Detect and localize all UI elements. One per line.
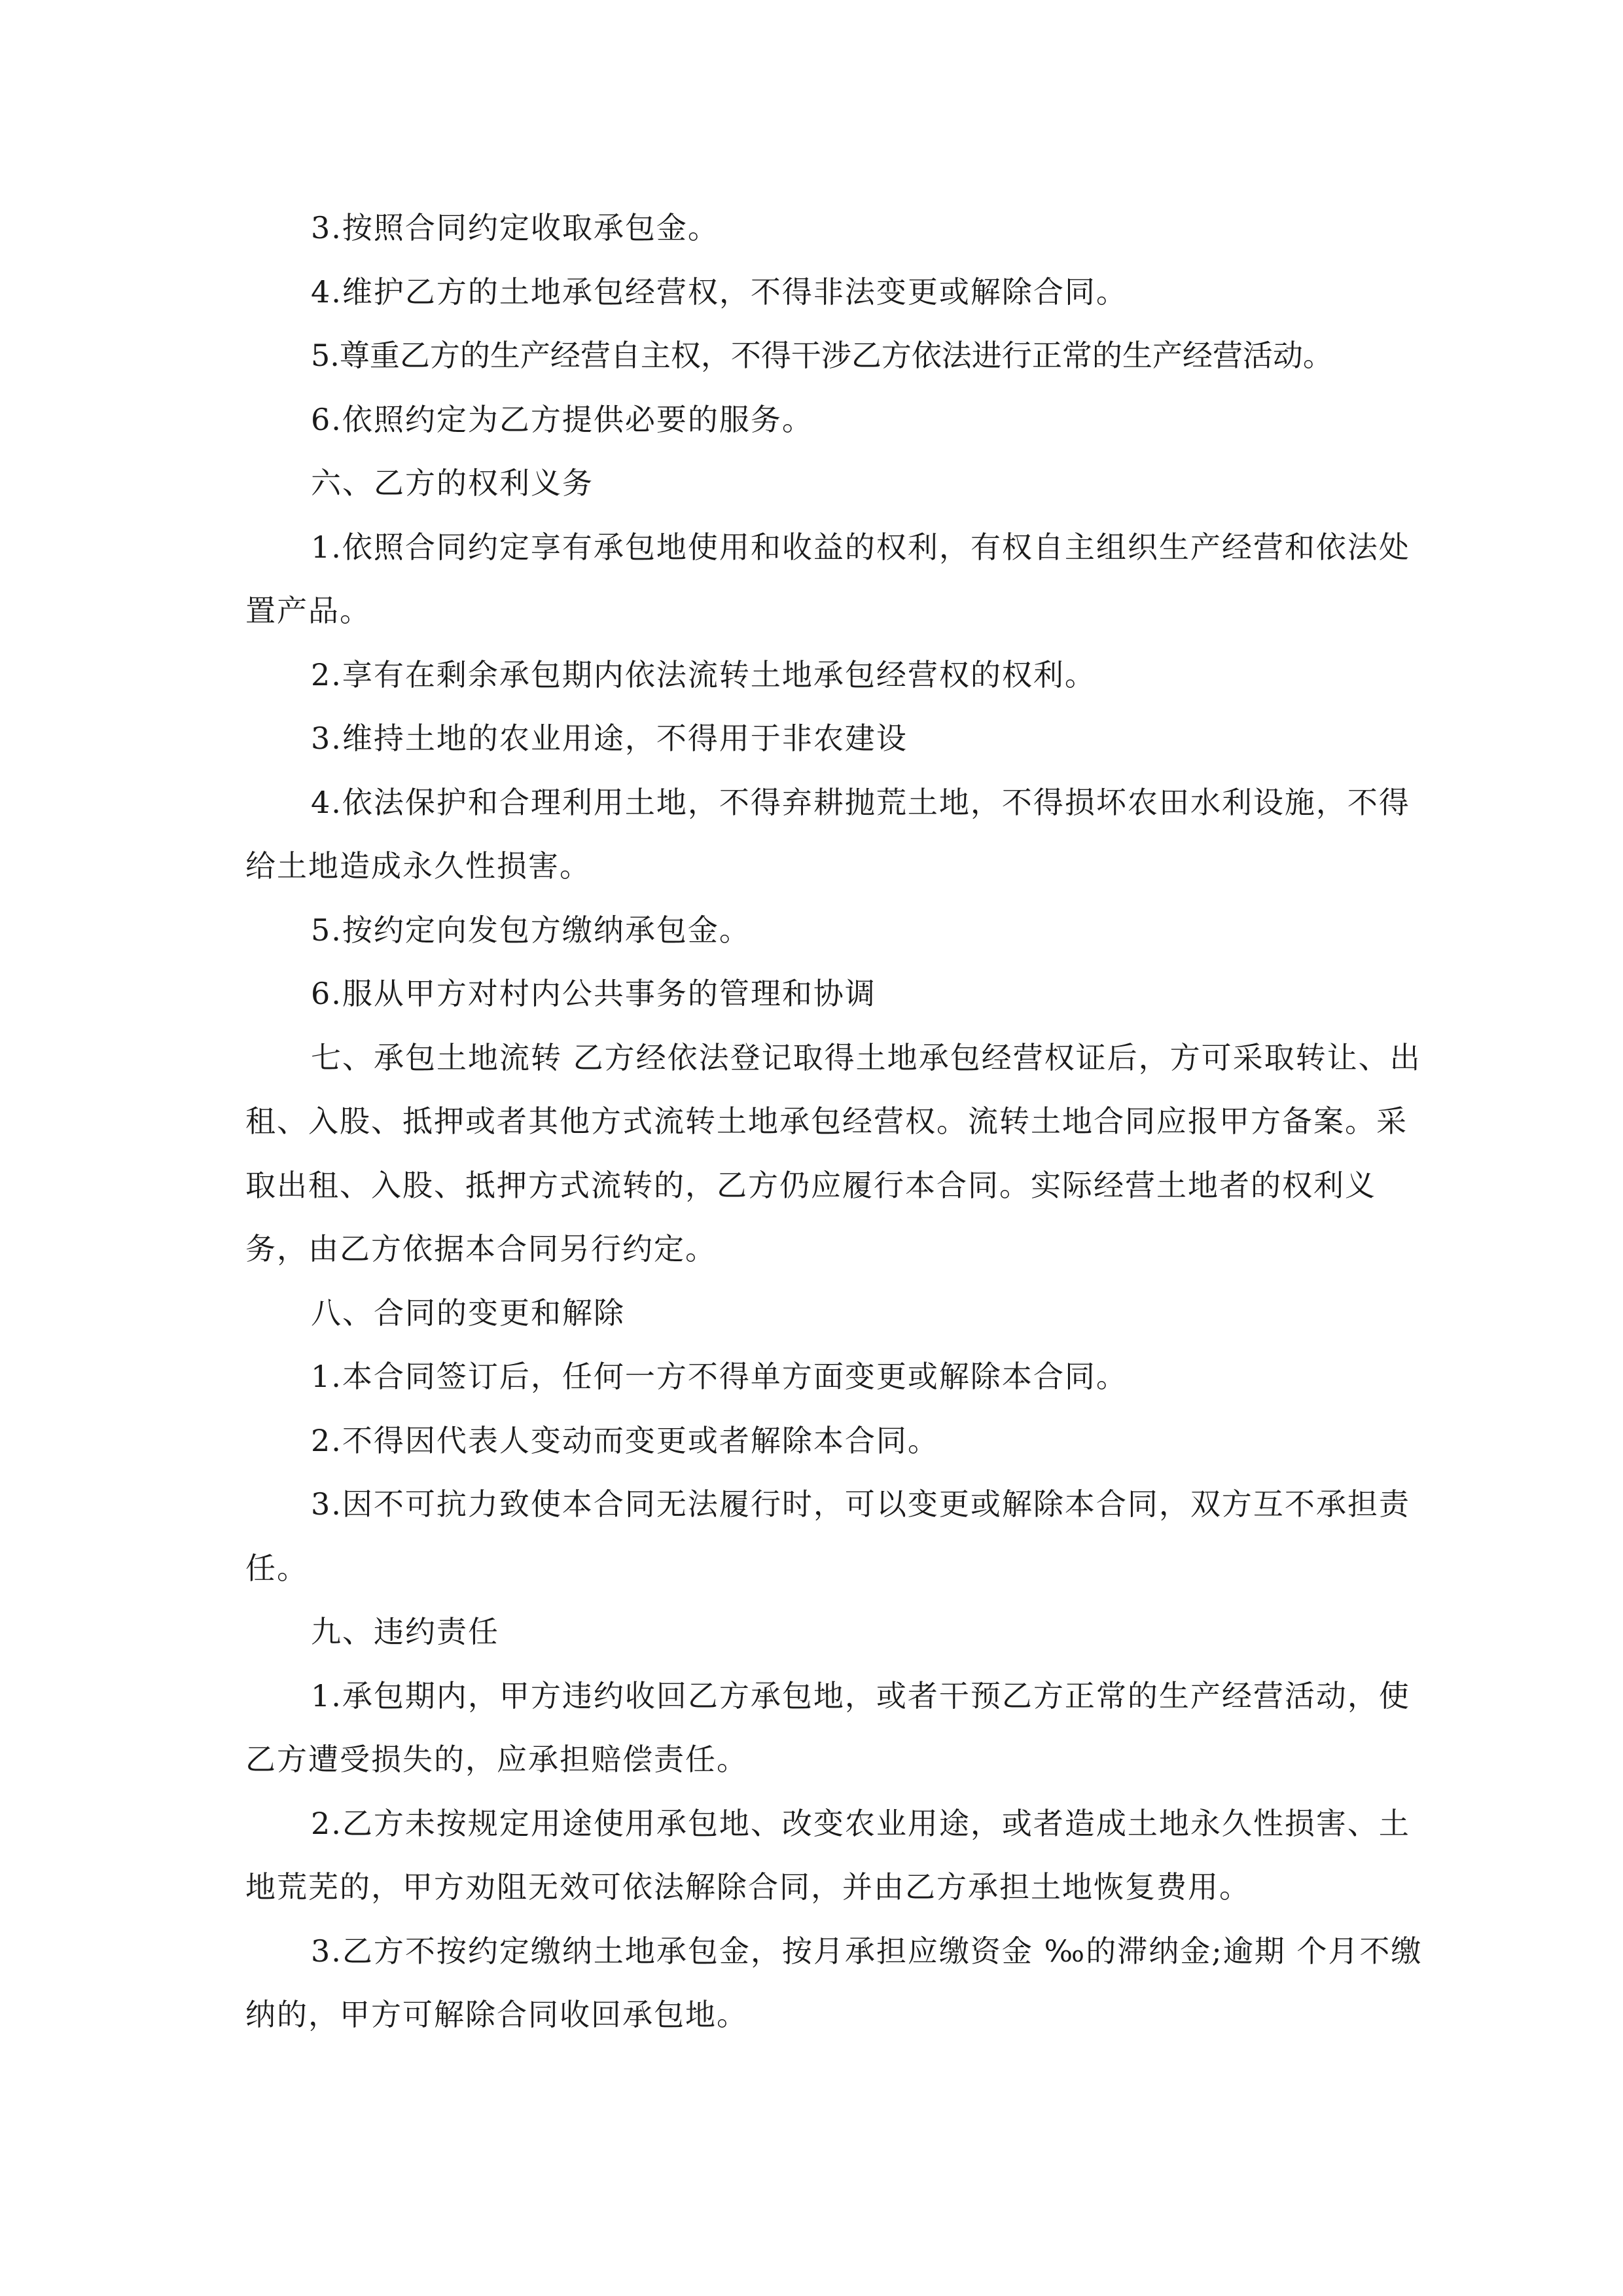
section-paragraph: 七、承包土地流转 乙方经依法登记取得土地承包经营权证后，方可采取转让、出租、入股、抵押或者其他方式流转土地承包经营权。流转土地合同应报甲方备案。采取出租、入股、抵押方式流转的，乙方仍应履行本合同。实际经营土地者的权利义务，由乙方依据本合同另行约定。 bbox=[245, 1039, 1421, 1266]
document-body bbox=[245, 196, 1430, 2047]
paragraph: 3.按照合同约定收取承包金。 bbox=[311, 210, 719, 245]
paragraph: 2.享有在剩余承包期内依法流转土地承包经营权的权利。 bbox=[311, 656, 1096, 692]
paragraph: 3.乙方不按约定缴纳土地承包金，按月承担应缴资金 ‰的滞纳金;逾期 个月不缴纳的，甲方可解除合同收回承包地。 bbox=[245, 1933, 1423, 2032]
paragraph: 2.不得因代表人变动而变更或者解除本合同。 bbox=[311, 1422, 939, 1458]
paragraph: 1.承包期内，甲方违约收回乙方承包地，或者干预乙方正常的生产经营活动，使乙方遭受损失的，应承担赔偿责任。 bbox=[245, 1677, 1410, 1777]
section-heading: 九、违约责任 bbox=[311, 1614, 499, 1649]
paragraph: 1.依照合同约定享有承包地使用和收益的权利，有权自主组织生产经营和依法处置产品。 bbox=[245, 529, 1410, 628]
paragraph: 6.依照约定为乙方提供必要的服务。 bbox=[311, 401, 813, 437]
paragraph: 2.乙方未按规定用途使用承包地、改变农业用途，或者造成土地永久性损害、土地荒芜的，甲方劝阻无效可依法解除合同，并由乙方承担土地恢复费用。 bbox=[245, 1805, 1410, 1905]
paragraph: 3.因不可抗力致使本合同无法履行时，可以变更或解除本合同，双方互不承担责任。 bbox=[245, 1486, 1410, 1586]
paragraph: 3.维持土地的农业用途，不得用于非农建设 bbox=[311, 721, 908, 756]
section-heading: 六、乙方的权利义务 bbox=[311, 465, 594, 501]
paragraph: 4.维护乙方的土地承包经营权，不得非法变更或解除合同。 bbox=[311, 274, 1128, 310]
section-heading: 八、合同的变更和解除 bbox=[311, 1295, 625, 1331]
paragraph: 5.尊重乙方的生产经营自主权，不得干涉乙方依法进行正常的生产经营活动。 bbox=[311, 338, 1333, 373]
paragraph: 1.本合同签订后，任何一方不得单方面变更或解除本合同。 bbox=[311, 1359, 1128, 1394]
paragraph: 5.按约定向发包方缴纳承包金。 bbox=[311, 912, 751, 948]
paragraph: 4.依法保护和合理利用土地，不得弃耕抛荒土地，不得损坏农田水利设施，不得给土地造成永久性损害。 bbox=[245, 784, 1410, 884]
paragraph: 6.服从甲方对村内公共事务的管理和协调 bbox=[311, 976, 876, 1011]
